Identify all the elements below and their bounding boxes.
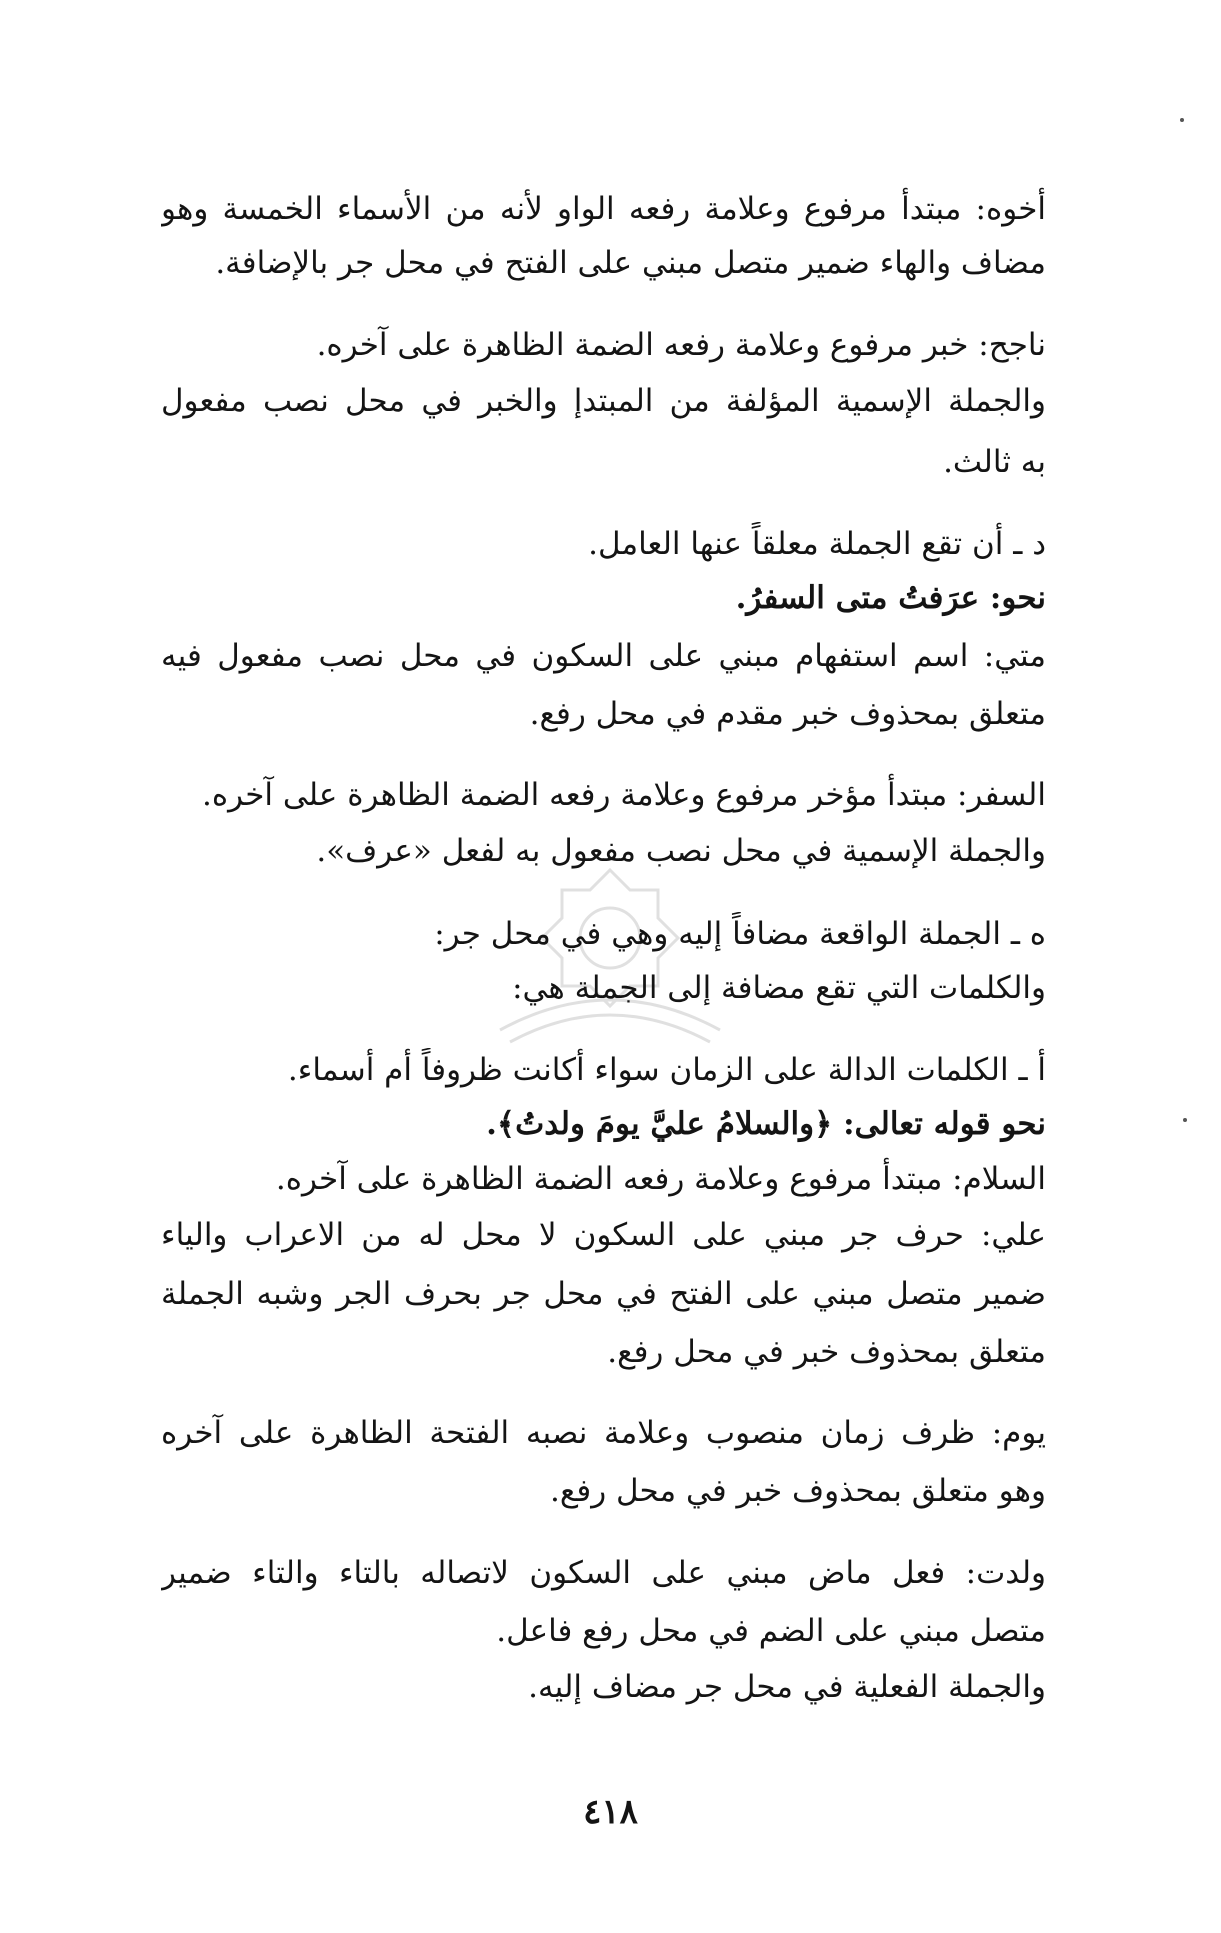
text-line: متصل مبني على الضم في محل رفع فاعل.: [496, 1613, 1046, 1649]
text-line: يوم: ظرف زمان منصوب وعلامة نصبه الفتحة الظاهرة على آخره: [161, 1415, 1046, 1451]
text-line: والجملة الفعلية في محل جر مضاف إليه.: [528, 1669, 1046, 1705]
text-line: متعلق بمحذوف خبر في محل رفع.: [607, 1334, 1046, 1370]
text-line: والجملة الإسمية المؤلفة من المبتدإ والخبر في محل نصب مفعول: [161, 383, 1046, 419]
text-line: متي: اسم استفهام مبني على السكون في محل نصب مفعول فيه: [161, 638, 1046, 674]
scan-speck: [1183, 1118, 1187, 1122]
text-line: ضمير متصل مبني على الفتح في محل جر بحرف الجر وشبه الجملة: [161, 1276, 1046, 1312]
text-line: علي: حرف جر مبني على السكون لا محل له من الاعراب والياء: [161, 1217, 1046, 1253]
text-line: السفر: مبتدأ مؤخر مرفوع وعلامة رفعه الضمة الظاهرة على آخره.: [202, 777, 1046, 813]
page-number: ٤١٨: [583, 1792, 638, 1832]
text-line: السلام: مبتدأ مرفوع وعلامة رفعه الضمة الظاهرة على آخره.: [275, 1161, 1046, 1197]
example-line: نحو: عرَفتُ متى السفرُ.: [735, 580, 1046, 616]
text-line: ه ـ الجملة الواقعة مضافاً إليه وهي في محل جر:: [434, 916, 1046, 952]
text-line: ولدت: فعل ماض مبني على السكون لاتصاله بالتاء والتاء ضمير: [161, 1555, 1046, 1591]
text-line: وهو متعلق بمحذوف خبر في محل رفع.: [550, 1473, 1046, 1509]
text-line: أخوه: مبتدأ مرفوع وعلامة رفعه الواو لأنه من الأسماء الخمسة وهو: [161, 191, 1046, 227]
text-line: والجملة الإسمية في محل نصب مفعول به لفعل «عرف».: [316, 833, 1046, 869]
text-line: والكلمات التي تقع مضافة إلى الجملة هي:: [512, 970, 1046, 1006]
text-line: ناجح: خبر مرفوع وعلامة رفعه الضمة الظاهرة على آخره.: [316, 327, 1046, 363]
text-line: مضاف والهاء ضمير متصل مبني على الفتح في محل جر بالإضافة.: [215, 245, 1046, 281]
text-line: به ثالث.: [943, 444, 1046, 480]
text-line: أ ـ الكلمات الدالة على الزمان سواء أكانت ظروفاً أم أسماء.: [287, 1052, 1046, 1088]
text-line: متعلق بمحذوف خبر مقدم في محل رفع.: [529, 696, 1046, 732]
example-line: نحو قوله تعالى: ﴿والسلامُ عليَّ يومَ ولدتُ﴾.: [486, 1106, 1046, 1142]
scan-speck: [1180, 118, 1184, 122]
text-line: د ـ أن تقع الجملة معلقاً عنها العامل.: [588, 526, 1046, 562]
